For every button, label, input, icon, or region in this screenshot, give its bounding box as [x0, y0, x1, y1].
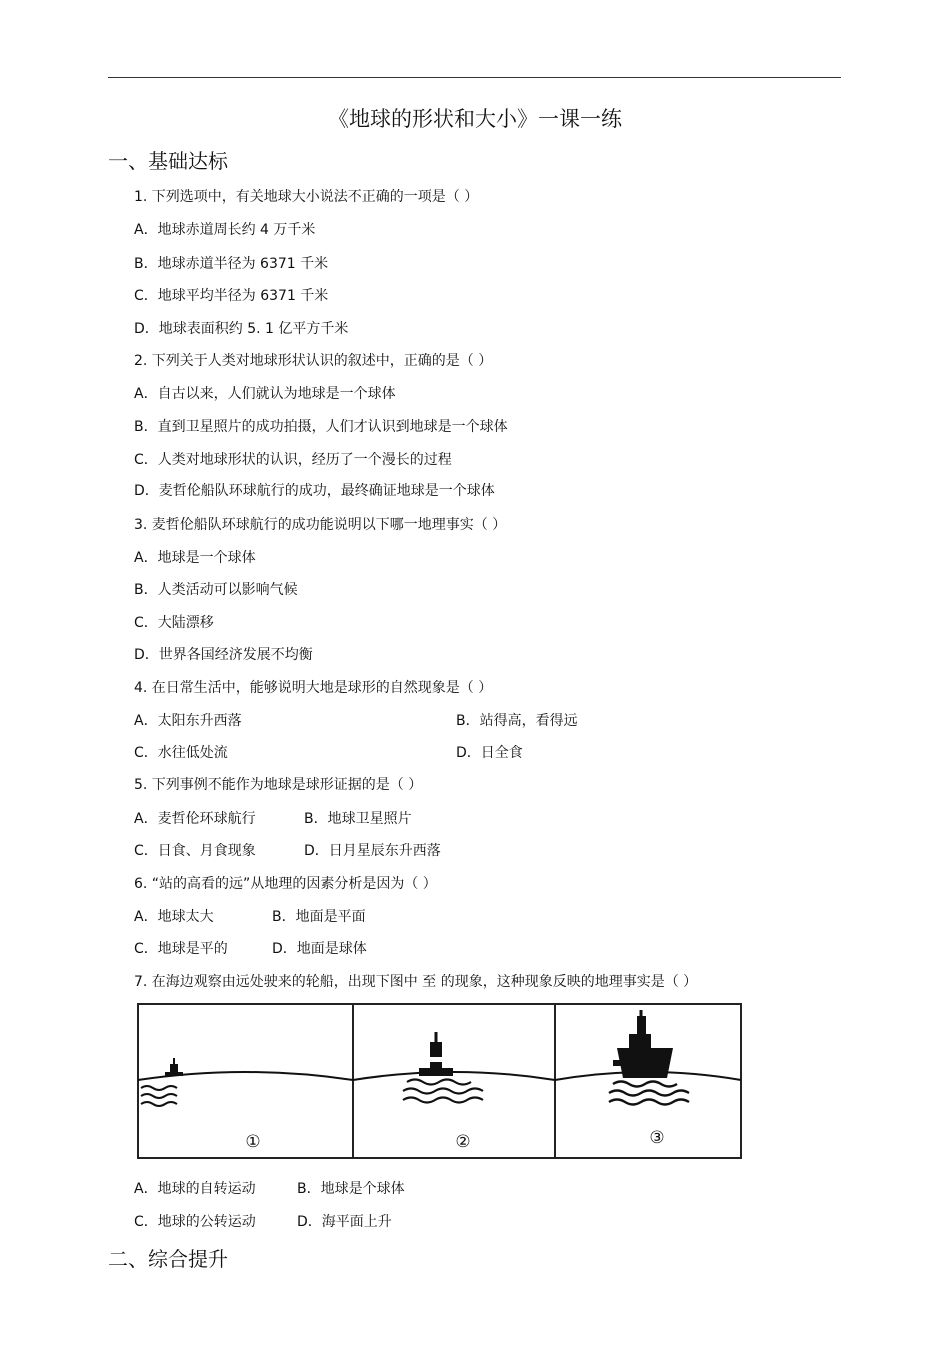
q1-option-c: C．地球平均半径为 6371 千米 [134, 288, 329, 304]
page-title: 《地球的形状和大小》一课一练 [328, 107, 622, 131]
q7-option-c: C．地球的公转运动 [134, 1214, 256, 1230]
q3-option-a: A．地球是一个球体 [134, 550, 256, 566]
q5-option-b: B．地球卫星照片 [304, 811, 412, 827]
q4-option-c: C．水往低处流 [134, 745, 228, 761]
q1-option-a: A．地球赤道周长约 4 万千米 [134, 222, 316, 238]
q1-option-d: D．地球表面积约 5. 1 亿平方千米 [134, 321, 349, 337]
q4-option-b: B．站得高，看得远 [456, 713, 578, 729]
q3-option-d: D．世界各国经济发展不均衡 [134, 647, 313, 663]
header-rule [108, 77, 841, 78]
q5-option-a: A．麦哲伦环球航行 [134, 811, 256, 827]
q4-option-d: D．日全食 [456, 745, 523, 761]
q4-option-a: A．太阳东升西落 [134, 713, 242, 729]
ship-horizon-figure [137, 1002, 743, 1160]
q7-option-d: D．海平面上升 [297, 1214, 392, 1230]
q6-option-d: D．地面是球体 [272, 941, 367, 957]
q2-option-d: D．麦哲伦船队环球航行的成功，最终确证地球是一个球体 [134, 483, 495, 499]
section-heading-basic: 一、基础达标 [108, 149, 228, 173]
panel-label-1: ① [245, 1132, 261, 1152]
q2-option-a: A．自古以来，人们就认为地球是一个球体 [134, 386, 396, 402]
question-2-stem: 2. 下列关于人类对地球形状认识的叙述中，正确的是（ ） [134, 353, 493, 369]
q2-option-b: B．直到卫星照片的成功拍摄，人们才认识到地球是一个球体 [134, 419, 508, 435]
q5-option-c: C．日食、月食现象 [134, 843, 256, 859]
question-4-stem: 4. 在日常生活中，能够说明大地是球形的自然现象是（ ） [134, 680, 493, 696]
question-6-stem: 6. “站的高看的远”从地理的因素分析是因为（ ） [134, 876, 437, 892]
question-3-stem: 3. 麦哲伦船队环球航行的成功能说明以下哪一地理事实（ ） [134, 517, 507, 533]
question-1-stem: 1. 下列选项中，有关地球大小说法不正确的一项是（ ） [134, 189, 479, 205]
panel-label-3: ③ [649, 1128, 665, 1148]
section-heading-advanced: 二、综合提升 [108, 1247, 228, 1271]
q3-option-b: B．人类活动可以影响气候 [134, 582, 298, 598]
q7-option-a: A．地球的自转运动 [134, 1181, 256, 1197]
q7-option-b: B．地球是个球体 [297, 1181, 405, 1197]
q6-option-c: C．地球是平的 [134, 941, 228, 957]
question-7-stem: 7. 在海边观察由远处驶来的轮船，出现下图中 至 的现象，这种现象反映的地理事实是（ ） [134, 974, 698, 990]
q6-option-a: A．地球太大 [134, 909, 214, 925]
q1-option-b: B．地球赤道半径为 6371 千米 [134, 256, 329, 272]
q6-option-b: B．地面是平面 [272, 909, 366, 925]
q5-option-d: D．日月星辰东升西落 [304, 843, 441, 859]
q3-option-c: C．大陆漂移 [134, 615, 214, 631]
q2-option-c: C．人类对地球形状的认识，经历了一个漫长的过程 [134, 452, 452, 468]
panel-label-2: ② [455, 1132, 471, 1152]
question-5-stem: 5. 下列事例不能作为地球是球形证据的是（ ） [134, 777, 423, 793]
